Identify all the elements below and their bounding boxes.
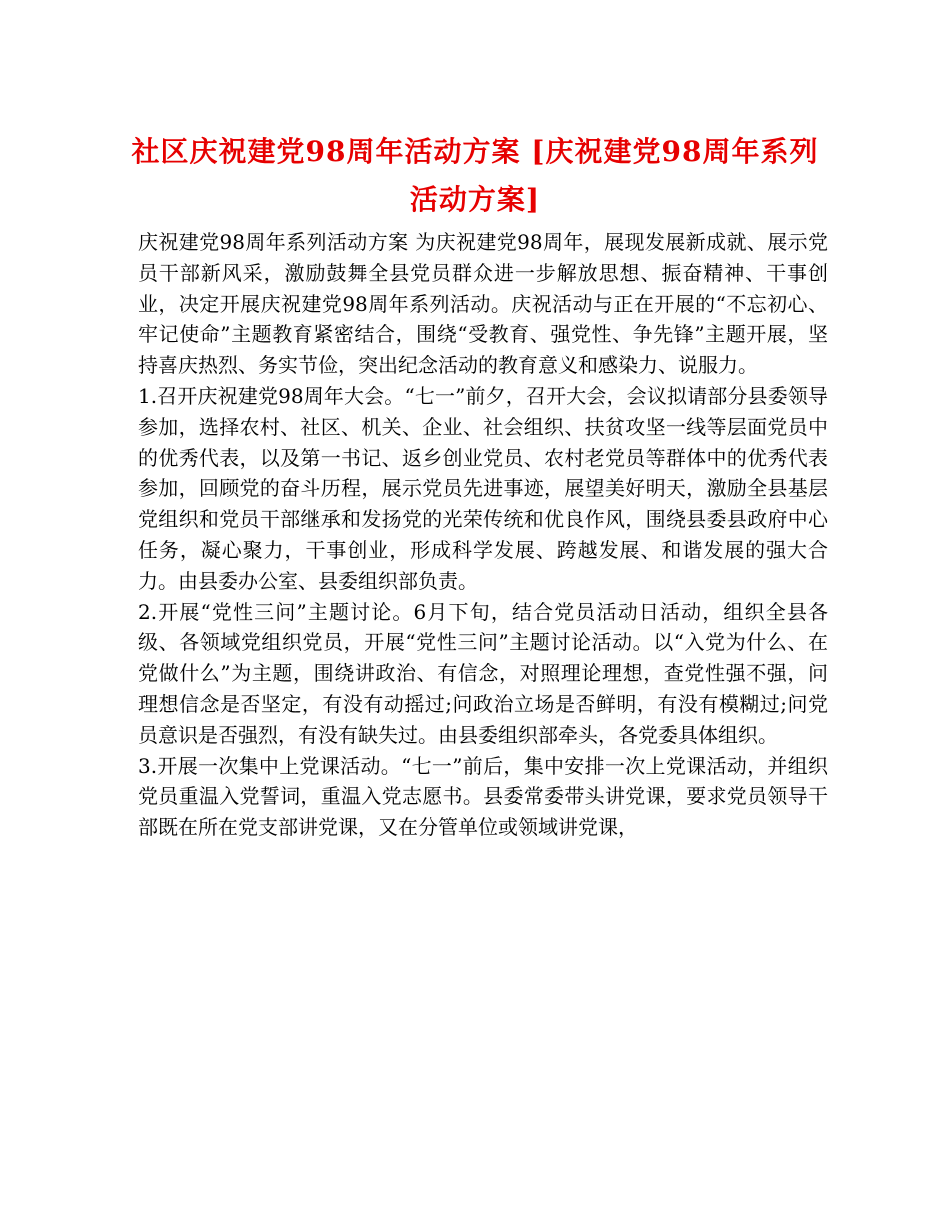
item-2-paragraph: 2.开展“党性三问”主题讨论。6月下旬，结合党员活动日活动，组织全县各级、各领域党组织党员，开展“党性三问”主题讨论活动。以“入党为什么、在党做什么”为主题，围绕讲政治、有信念，对照理论理想，查党性强不强，问理想信念是否坚定，有没有动摇过;问政治立场是否鲜明，有没有模糊过;问党员意识是否强烈，有没有缺失过。由县委组织部牵头，各党委具体组织。 [138,599,828,747]
intro-paragraph: 庆祝建党98周年系列活动方案 为庆祝建党98周年，展现发展新成就、展示党员干部新风采，激励鼓舞全县党员群众进一步解放思想、振奋精神、干事创业，决定开展庆祝建党98周年系列活动。庆祝活动与正在开展的“不忘初心、牢记使命”主题教育紧密结合，围绕“受教育、强党性、争先锋”主题开展，坚持喜庆热烈、务实节俭，突出纪念活动的教育意义和感染力、说服力。 [138,230,828,378]
document-body [138,227,828,843]
item-3-paragraph: 3.开展一次集中上党课活动。“七一”前后，集中安排一次上党课活动，并组织党员重温入党誓词，重温入党志愿书。县委常委带头讲党课，要求党员领导干部既在所在党支部讲党课，又在分管单位或领域讲党课， [138,753,828,840]
item-1-paragraph: 1.召开庆祝建党98周年大会。“七一”前夕，召开大会，会议拟请部分县委领导参加，选择农村、社区、机关、企业、社会组织、扶贫攻坚一线等层面党员中的优秀代表，以及第一书记、返乡创业党员、农村老党员等群体中的优秀代表参加，回顾党的奋斗历程，展示党员先进事迹，展望美好明天，激励全县基层党组织和党员干部继承和发扬党的光荣传统和优良作风，围绕县委县政府中心任务，凝心聚力，干事创业，形成科学发展、跨越发展、和谐发展的强大合力。由县委办公室、县委组织部负责。 [138,383,828,593]
document-title: 社区庆祝建党98周年活动方案 [庆祝建党98周年系列活动方案] [131,135,819,216]
